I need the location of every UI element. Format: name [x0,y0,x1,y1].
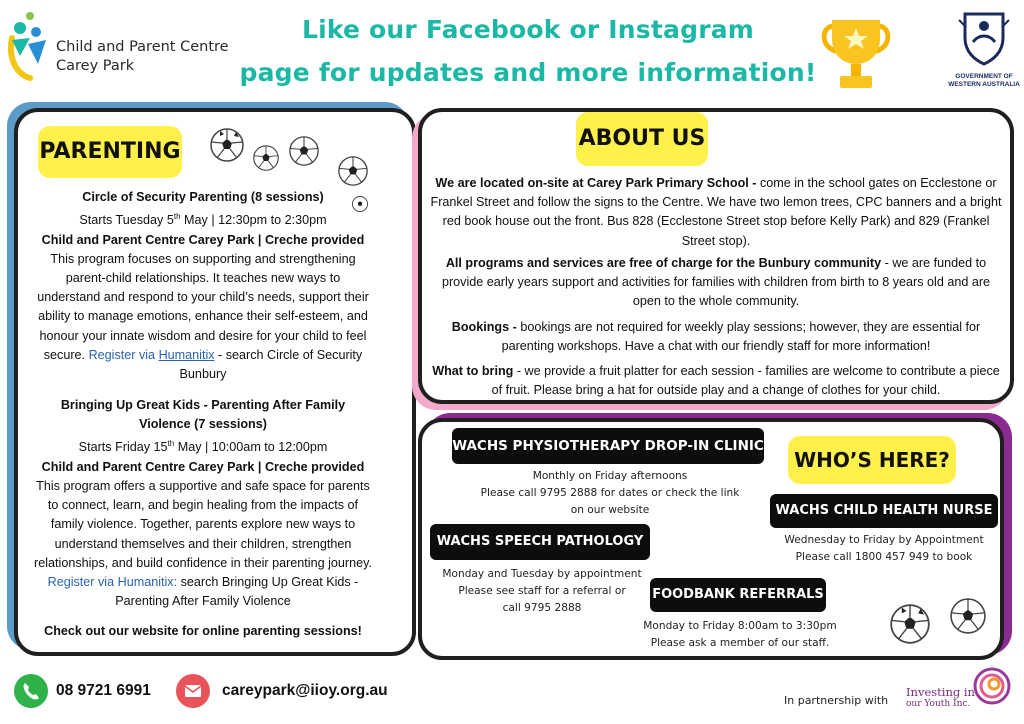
org-location: Carey Park [56,58,135,74]
email-address[interactable]: careypark@iioy.org.au [222,682,388,699]
org-name: Child and Parent Centre [56,39,229,55]
about-location: We are located on-site at Carey Park Primary School - come in the school gates on Ecclestone or Frankel Street and follow the signs to the Centre. We have two lemon trees, CPC banners and a bright red book house out the front. Bus 828 (Ecclestone Street stop before Kelly Park) and 829 (Frankel Street stop). [430,176,1002,248]
nurse-details: Wednesday to Friday by Appointment Please call 1800 457 949 to book [784,534,984,563]
about-heading: ABOUT US [576,112,708,166]
gov-line-2: WESTERN AUSTRALIA [948,81,1020,88]
whos-here-heading: WHO’S HERE? [788,436,956,484]
soccer-ball-icon [253,145,279,171]
about-free: All programs and services are free of charge for the Bunbury community - we are funded to provide early years support and activities for families with children from birth to 8 years old and are open to the whole community. [441,256,991,309]
email-icon [176,674,210,708]
bugk-section [34,396,372,611]
wa-government-logo [948,8,1020,92]
headline-line-1: Like our Facebook or Instagram [301,15,755,44]
physio-details: Monthly on Friday afternoons Please call 9795 2888 for dates or check the link on our website [480,470,740,516]
gov-line-1: GOVERNMENT OF [955,73,1013,80]
phone-number[interactable]: 08 9721 6991 [56,682,151,699]
wa-crest-icon [957,8,1011,66]
parenting-heading: PARENTING [38,126,182,178]
cos-section [34,188,372,384]
soccer-ball-icon [289,136,319,166]
bugk-date: Starts Friday 15th May | 10:00am to 12:00pm [78,439,328,455]
humanitix-register-link[interactable]: Register via Humanitix: [47,575,178,590]
bugk-title: Bringing Up Great Kids - Parenting After Family Violence (7 sessions) [60,398,346,432]
cos-title: Circle of Security Parenting (8 sessions) [82,190,324,204]
bugk-location: Child and Parent Centre Carey Park | Creche provided [41,459,365,474]
bugk-description: This program offers a supportive and safe space for parents to connect, learn, and begin healing from the impacts of family violence. Together, parents explore new ways to understand themselves and their children, strengthen relationships, and build confidence in their parenting journey. Register via Humanitix: search Bringing Up Great Kids - Parenting After Family Violence [34,479,372,609]
trophy-icon [818,16,894,98]
about-bookings: Bookings - bookings are not required for weekly play sessions; however, they are essential for parenting workshops. Have a chat with our friendly staff for more information! [451,320,981,354]
speech-label: WACHS SPEECH PATHOLOGY [430,524,650,560]
soccer-ball-icon [210,128,244,162]
soccer-ball-icon [338,156,368,186]
headline-line-2: page for updates and more information! [239,58,817,87]
humanitix-link[interactable]: Humanitix [158,347,215,362]
cos-location: Child and Parent Centre Carey Park | Creche provided [41,232,365,247]
partner-text: In partnership with [784,694,889,707]
physio-label: WACHS PHYSIOTHERAPY DROP-IN CLINIC [452,428,764,464]
cpc-logo [6,8,256,83]
about-what-to-bring: What to bring - we provide a fruit platter for each session - families are welcome to contribute a piece of fruit. Please bring a hat for outside play and a change of clothes for your child. [432,364,1000,398]
foodbank-label: FOODBANK REFERRALS [650,578,826,612]
cos-description: This program focuses on supporting and strengthening parent-child relationships. It teaches new ways to understand and respond to your child’s needs, support their ability to manage emotions, enhance their self-esteem, and honour your innate wisdom and desire for your child to feel secure. Register via Humanitix - search Circle of Security Bunbury [37,251,369,382]
phone-icon [14,674,48,708]
iiy-swirl-icon [972,666,1012,706]
speech-details: Monday and Tuesday by appointment Please see staff for a referral or call 9795 2888 [442,568,642,614]
website-note: Check out our website for online parenting sessions! [44,624,362,638]
nurse-label: WACHS CHILD HEALTH NURSE [770,494,998,528]
cos-date: Starts Tuesday 5th May | 12:30pm to 2:30pm [79,212,327,228]
foodbank-details: Monday to Friday 8:00am to 3:30pm Please ask a member of our staff. [643,620,837,649]
soccer-ball-icon [890,604,930,644]
iiy-logo: Investing in our Youth Inc. [906,685,975,709]
social-headline [238,8,818,94]
soccer-ball-icon [950,598,986,634]
family-figures-icon [6,8,54,83]
